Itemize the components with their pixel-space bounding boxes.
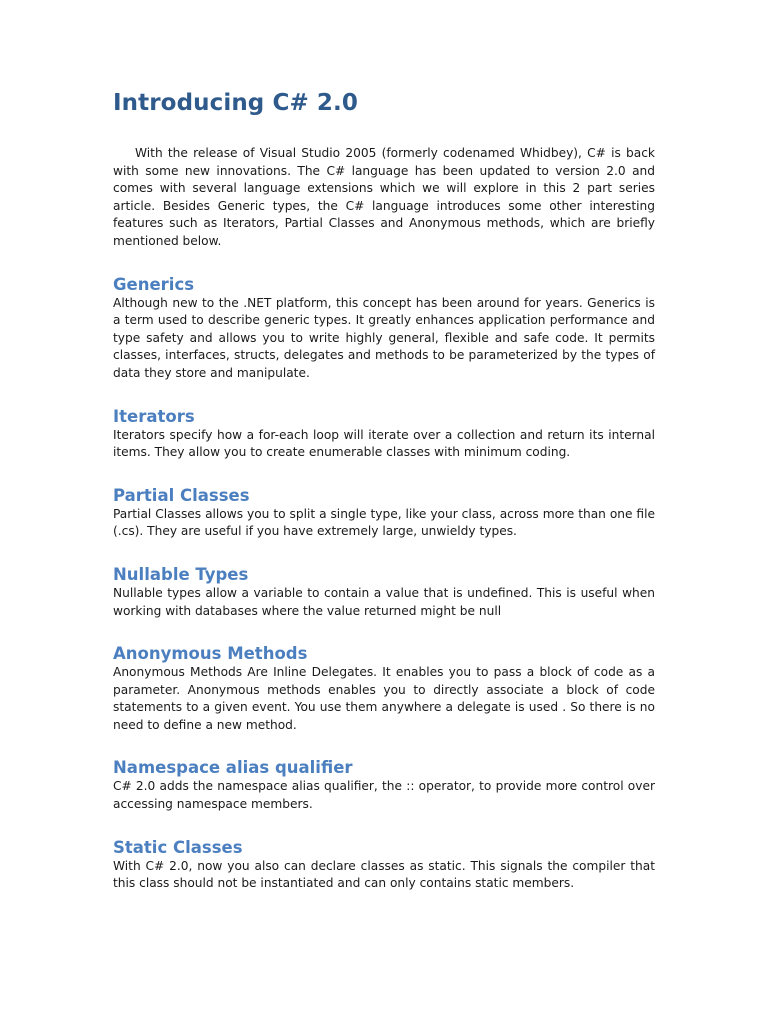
section-generics bbox=[113, 274, 655, 383]
document-page bbox=[113, 88, 655, 893]
section-body: Partial Classes allows you to split a single type, like your class, across more than one file (.cs). They are useful if you have extremely large, unwieldy types. bbox=[113, 506, 655, 539]
section-heading: Static Classes bbox=[113, 837, 243, 857]
section-body: With C# 2.0, now you also can declare classes as static. This signals the compiler that this class should not be instantiated and can only contains static members. bbox=[113, 858, 655, 891]
section-partial-classes bbox=[113, 485, 655, 541]
section-body: Anonymous Methods Are Inline Delegates. It enables you to pass a block of code as a parameter. Anonymous methods enables you to directly associate a block of code statements to a given event. You use them anywhere a delegate is used . So there is no need to define a new method. bbox=[113, 665, 655, 732]
section-body: Nullable types allow a variable to contain a value that is undefined. This is useful when working with databases where the value returned might be null bbox=[113, 585, 655, 618]
section-heading: Namespace alias qualifier bbox=[113, 758, 353, 778]
section-heading: Anonymous Methods bbox=[113, 644, 308, 664]
document-title: Introducing C# 2.0 bbox=[113, 90, 358, 116]
section-heading: Generics bbox=[113, 274, 195, 294]
section-nullable-types bbox=[113, 564, 655, 620]
section-body: C# 2.0 adds the namespace alias qualifier, the :: operator, to provide more control over accessing namespace members. bbox=[113, 779, 655, 812]
section-iterators bbox=[113, 406, 655, 462]
section-heading: Iterators bbox=[113, 406, 195, 426]
section-heading: Nullable Types bbox=[113, 564, 249, 584]
section-namespace-alias-qualifier bbox=[113, 757, 655, 813]
section-static-classes bbox=[113, 837, 655, 893]
section-body: Iterators specify how a for-each loop will iterate over a collection and return its internal items. They allow you to create enumerable classes with minimum coding. bbox=[113, 427, 655, 460]
section-anonymous-methods bbox=[113, 643, 655, 734]
section-body: Although new to the .NET platform, this concept has been around for years. Generics is a term used to describe generic types. It greatly enhances application performance and type safety and allows you to write highly general, flexible and safe code. It permits classes, interfaces, structs, delegates and methods to be parameterized by the types of data they store and manipulate. bbox=[113, 295, 655, 380]
section-heading: Partial Classes bbox=[113, 485, 250, 505]
intro-paragraph: With the release of Visual Studio 2005 (formerly codenamed Whidbey), C# is back with some new innovations. The C# language has been updated to version 2.0 and comes with several language extensions which we will explore in this 2 part series article. Besides Generic types, the C# language introduces some other interesting features such as Iterators, Partial Classes and Anonymous methods, which are briefly mentioned below. bbox=[113, 146, 655, 248]
